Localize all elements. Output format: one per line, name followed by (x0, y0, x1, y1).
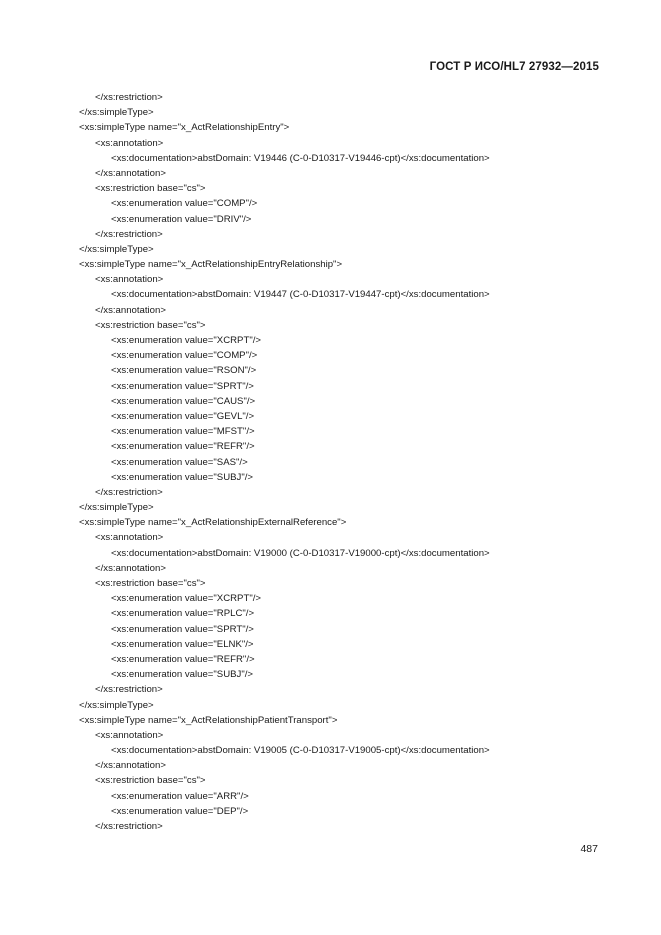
code-line: </xs:simpleType> (79, 243, 154, 255)
code-line: <xs:simpleType name="x_ActRelationshipEntry"> (79, 122, 290, 134)
code-line: <xs:restriction base="cs"> (95, 578, 206, 589)
code-line: <xs:annotation> (95, 137, 164, 149)
code-line: </xs:annotation> (95, 760, 166, 772)
code-line: <xs:enumeration value="SAS"/> (111, 456, 248, 468)
code-line: </xs:simpleType> (79, 502, 154, 514)
code-line: <xs:documentation>abstDomain: V19446 (C-0-D10317-V19446-cpt)</xs:documentation> (111, 152, 490, 164)
code-line: <xs:enumeration value="MFST"/> (111, 426, 255, 438)
code-line: <xs:restriction base="cs"> (95, 183, 206, 195)
code-line: <xs:enumeration value="SUBJ"/> (111, 669, 253, 681)
code-line: <xs:enumeration value="CAUS"/> (111, 395, 256, 407)
code-line: <xs:enumeration value="REFR"/> (111, 653, 255, 665)
code-line: <xs:enumeration value="DEP"/> (111, 805, 249, 817)
code-line: <xs:enumeration value="ARR"/> (111, 790, 249, 802)
code-line: <xs:enumeration value="COMP"/> (111, 198, 258, 210)
code-line: <xs:annotation> (95, 532, 164, 544)
code-line: <xs:enumeration value="GEVL"/> (111, 410, 255, 422)
code-line: </xs:restriction> (95, 486, 163, 498)
code-line: </xs:annotation> (95, 562, 166, 574)
code-line: <xs:enumeration value="ELNK"/> (111, 638, 254, 650)
code-line: <xs:annotation> (95, 274, 164, 286)
code-line: </xs:simpleType> (79, 699, 154, 711)
code-line: <xs:simpleType name="x_ActRelationshipEntryRelationship"> (79, 259, 343, 271)
code-line: <xs:enumeration value="SPRT"/> (111, 380, 254, 392)
code-line: <xs:restriction base="cs"> (95, 775, 206, 787)
xml-schema-listing (0, 90, 661, 834)
code-line: <xs:enumeration value="SUBJ"/> (111, 471, 253, 483)
code-line: <xs:enumeration value="RSON"/> (111, 365, 257, 377)
page-number: 487 (580, 843, 598, 855)
code-line: <xs:documentation>abstDomain: V19000 (C-0-D10317-V19000-cpt)</xs:documentation> (111, 547, 490, 559)
page-header-standard-id: ГОСТ Р ИСО/HL7 27932—2015 (429, 61, 599, 73)
code-line: </xs:annotation> (95, 304, 166, 316)
code-line: <xs:simpleType name="x_ActRelationshipExternalReference"> (79, 517, 347, 529)
code-line: <xs:enumeration value="XCRPT"/> (111, 593, 261, 605)
code-line: <xs:documentation>abstDomain: V19005 (C-0-D10317-V19005-cpt)</xs:documentation> (111, 745, 490, 757)
code-line: <xs:documentation>abstDomain: V19447 (C-0-D10317-V19447-cpt)</xs:documentation> (111, 289, 490, 301)
code-line: </xs:restriction> (95, 821, 163, 832)
code-line: <xs:enumeration value="RPLC"/> (111, 608, 255, 620)
code-line: </xs:restriction> (95, 684, 163, 696)
code-line: <xs:enumeration value="COMP"/> (111, 350, 258, 362)
code-line: </xs:restriction> (95, 92, 163, 103)
code-line: <xs:enumeration value="REFR"/> (111, 441, 255, 453)
code-line: <xs:restriction base="cs"> (95, 319, 206, 331)
code-line: <xs:simpleType name="x_ActRelationshipPatientTransport"> (79, 714, 338, 726)
code-line: </xs:simpleType> (79, 107, 154, 119)
code-line: <xs:enumeration value="DRIV"/> (111, 213, 252, 225)
code-line: <xs:enumeration value="XCRPT"/> (111, 335, 261, 346)
code-line: </xs:restriction> (95, 228, 163, 240)
code-line: <xs:enumeration value="SPRT"/> (111, 623, 254, 635)
code-line: </xs:annotation> (95, 167, 166, 179)
code-line: <xs:annotation> (95, 729, 164, 741)
